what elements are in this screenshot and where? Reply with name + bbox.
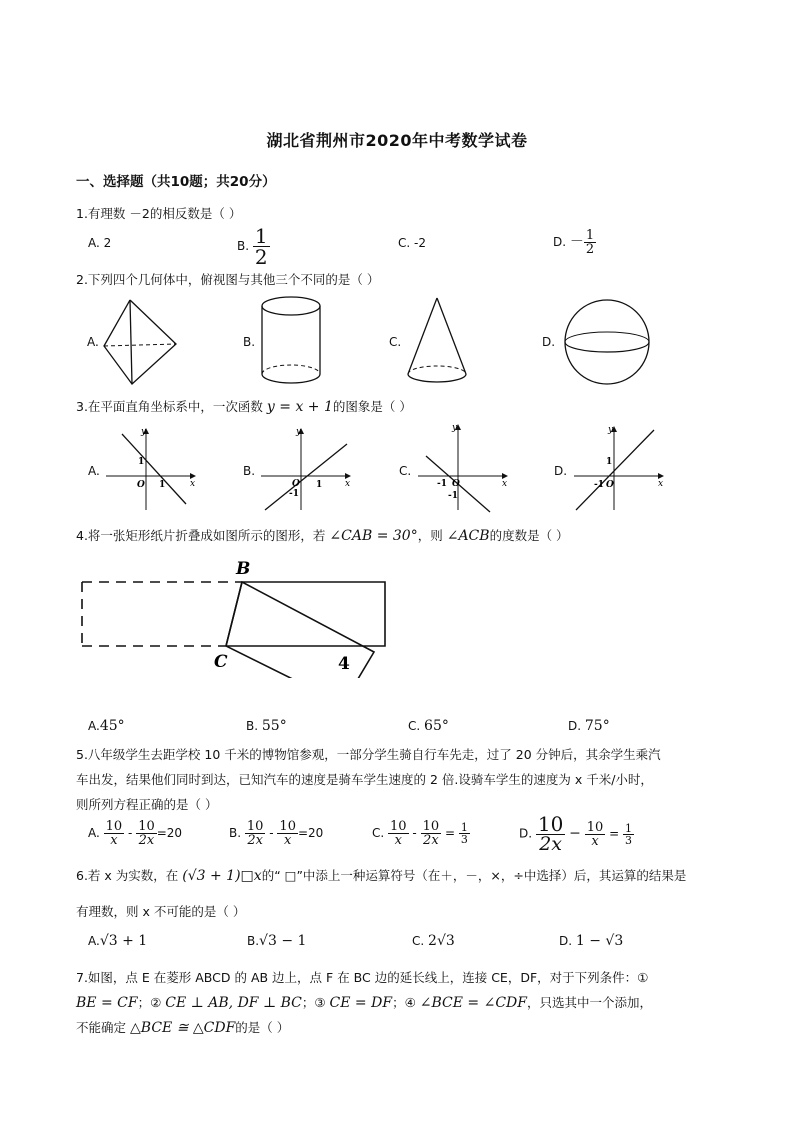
q6-line-2: 有理数，则 x 不可能的是（ ） bbox=[76, 904, 246, 919]
q2-option-b: B. bbox=[243, 335, 256, 349]
q6-option-c: C. 2√3 bbox=[412, 933, 455, 949]
sphere-figure bbox=[560, 296, 654, 388]
q1-option-a: A. 2 bbox=[88, 236, 112, 250]
svg-text:1: 1 bbox=[138, 457, 145, 467]
q1-option-d-fraction: $\frac{1}{2}$ bbox=[585, 228, 595, 257]
q1-option-b-fraction: $\frac{1}{2}$ bbox=[254, 224, 268, 269]
q5-line-3: 则所列方程正确的是（ ） bbox=[76, 797, 218, 812]
q5-option-a: A. $\frac{10}{x}$ - $\frac{10}{2x}$ =20 bbox=[88, 819, 183, 848]
q2-option-d: D. bbox=[542, 335, 556, 349]
q6-expression: (√3 + 1)□x bbox=[182, 868, 262, 884]
q1-option-b: B. $\frac{1}{2}$ bbox=[237, 224, 268, 269]
q7-line-3: 不能确定 △BCE ≅ △CDF的是（ ） bbox=[76, 1020, 290, 1036]
svg-text:1: 1 bbox=[159, 480, 166, 490]
q2-stem: 2.下列四个几何体中，俯视图与其他三个不同的是（ ） bbox=[76, 272, 380, 287]
q3-option-a: A. bbox=[88, 464, 100, 478]
svg-text:-1: -1 bbox=[594, 480, 604, 490]
q4-option-b: B. 55° bbox=[246, 718, 287, 734]
q3-graph-d bbox=[568, 422, 668, 514]
q4-option-d: D. 75° bbox=[568, 718, 610, 734]
q3-stem: 3.在平面直角坐标系中，一次函数 y = x + 1的图象是（ ） bbox=[76, 399, 412, 415]
svg-text:y: y bbox=[296, 427, 302, 437]
cone-figure bbox=[402, 294, 472, 388]
svg-text:O: O bbox=[292, 479, 300, 489]
q2-option-c: C. bbox=[389, 335, 402, 349]
page-title: 湖北省荆州市2020年中考数学试卷 bbox=[266, 131, 528, 150]
svg-text:-1: -1 bbox=[448, 491, 458, 501]
q1-option-c: C. -2 bbox=[398, 236, 426, 250]
svg-text:x: x bbox=[190, 479, 196, 489]
svg-text:O: O bbox=[137, 480, 145, 490]
q7-line-2: BE = CF；② CE ⊥ AB, DF ⊥ BC；③ CE = DF；④ ∠BCE = ∠CDF，只选其中一个添加， bbox=[76, 995, 653, 1011]
q6-line-1: 6.若 x 为实数，在 (√3 + 1)□x的“ □”中添上一种运算符号（在＋，－，×，÷中选择）后，其运算的结果是 bbox=[76, 868, 687, 884]
folded-rectangle-figure bbox=[76, 552, 396, 678]
q1-option-d: D. － $\frac{1}{2}$ bbox=[553, 228, 595, 257]
svg-text:y: y bbox=[141, 427, 147, 437]
section-heading: 一、选择题（共10题；共20分） bbox=[76, 174, 276, 190]
label-b: B bbox=[236, 559, 251, 579]
q5-option-b: B. $\frac{10}{2x}$ - $\frac{10}{x}$ =20 bbox=[229, 819, 324, 848]
q6-option-d: D. 1 − √3 bbox=[559, 933, 624, 949]
q3-graph-a bbox=[100, 424, 200, 514]
tetrahedron-figure bbox=[100, 296, 180, 388]
q5-option-c: C. $\frac{10}{x}$ - $\frac{10}{2x}$ = $\frac{1}{3}$ bbox=[372, 819, 468, 848]
svg-text:-1: -1 bbox=[289, 489, 299, 499]
label-c: C bbox=[214, 652, 228, 672]
cylinder-figure bbox=[256, 294, 326, 388]
q3-graph-c bbox=[412, 420, 512, 514]
svg-text:x: x bbox=[345, 479, 351, 489]
q4-stem: 4.将一张矩形纸片折叠成如图所示的图形，若 ∠CAB = 30°，则 ∠ACB的度数是（ ） bbox=[76, 528, 569, 544]
svg-text:1: 1 bbox=[606, 457, 613, 467]
q6-option-b: B.√3 − 1 bbox=[247, 933, 307, 949]
q3-option-b: B. bbox=[243, 464, 256, 478]
svg-text:x: x bbox=[502, 479, 508, 489]
label-4: 4 bbox=[338, 654, 350, 674]
svg-text:y: y bbox=[608, 425, 614, 435]
q3-option-c: C. bbox=[399, 464, 412, 478]
svg-text:O: O bbox=[606, 480, 614, 490]
svg-text:y: y bbox=[452, 423, 458, 433]
svg-text:x: x bbox=[658, 479, 664, 489]
q3-function: y = x + 1 bbox=[266, 399, 333, 415]
q5-line-1: 5.八年级学生去距学校 10 千米的博物馆参观，一部分学生骑自行车先走，过了 20 分钟后，其余学生乘汽 bbox=[76, 747, 661, 762]
q4-option-a: A.45° bbox=[88, 718, 125, 734]
svg-text:1: 1 bbox=[316, 480, 323, 490]
q7-line-1: 7.如图，点 E 在菱形 ABCD 的 AB 边上，点 F 在 BC 边的延长线上，连接 CE，DF，对于下列条件：① bbox=[76, 970, 649, 985]
q2-option-a: A. bbox=[87, 335, 99, 349]
q6-option-a: A.√3 + 1 bbox=[88, 933, 148, 949]
q5-option-d: D. $\frac{10}{2x}$ − $\frac{10}{x}$ = $\frac{1}{3}$ bbox=[519, 812, 632, 855]
svg-text:O: O bbox=[452, 479, 460, 489]
q1-stem: 1.有理数 －2的相反数是（ ） bbox=[76, 206, 242, 221]
q4-option-c: C. 65° bbox=[408, 718, 449, 734]
q3-graph-b bbox=[255, 424, 355, 514]
svg-text:-1: -1 bbox=[437, 479, 447, 489]
q5-line-2: 车出发，结果他们同时到达，已知汽车的速度是骑车学生速度的 2 倍.设骑车学生的速度为 x 千米/小时， bbox=[76, 772, 653, 787]
q3-option-d: D. bbox=[554, 464, 568, 478]
